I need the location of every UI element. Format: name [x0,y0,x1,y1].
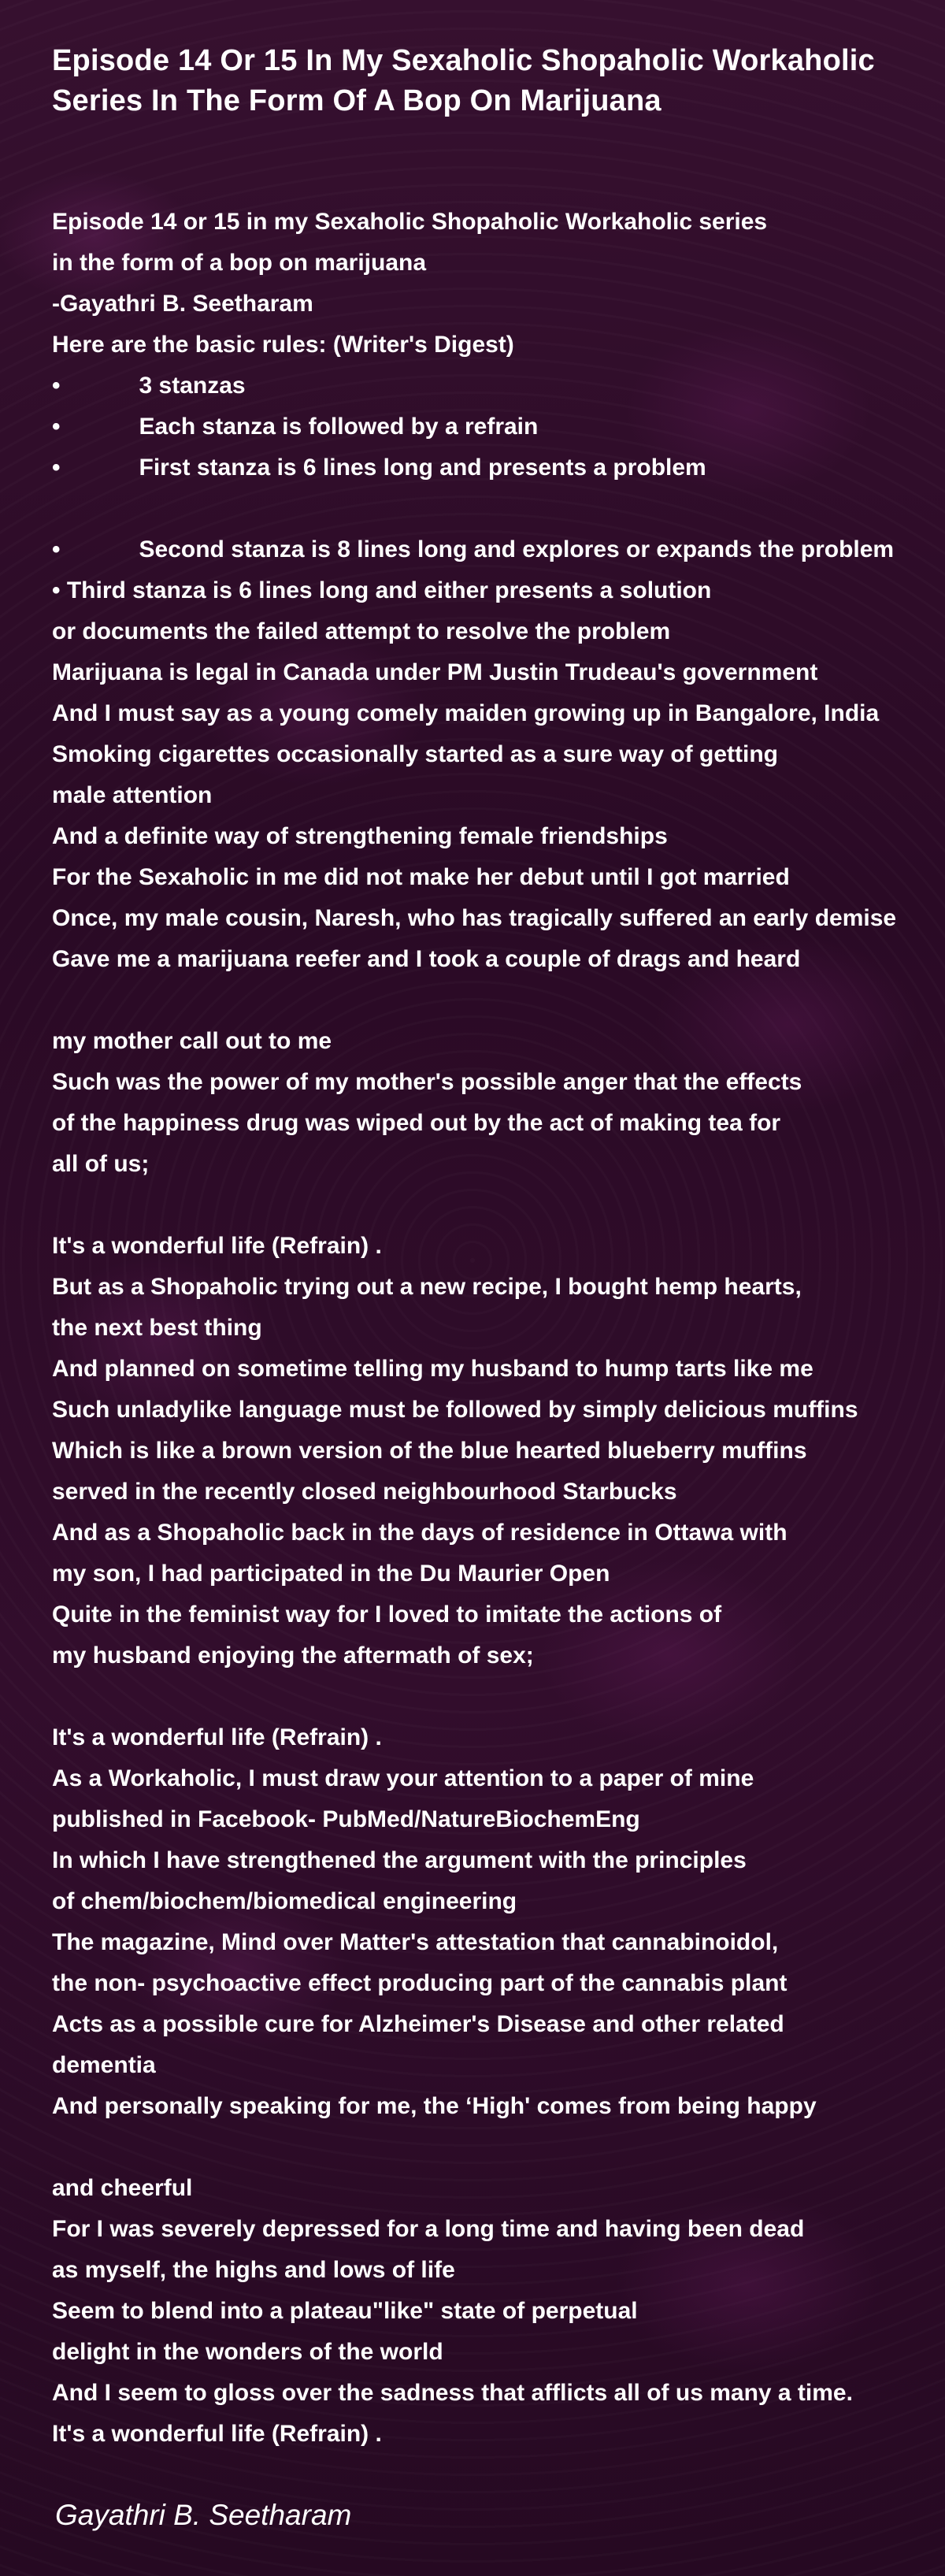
poem-line: served in the recently closed neighbourhood Starbucks [52,1479,677,1505]
poem-line: male attention [52,782,213,808]
poem-line: In which I have strengthened the argument with the principles [52,1847,747,1873]
poem-line: of chem/biochem/biomedical engineering [52,1888,517,1914]
poem-line: dementia [52,2052,156,2078]
poem-line: The magazine, Mind over Matter's attestation that cannabinoidol, [52,1929,779,1955]
stanza-break [52,2127,945,2168]
poem-line: • First stanza is 6 lines long and presents a problem [52,455,706,481]
poem-line: published in Facebook- PubMed/NatureBiochemEng [52,1806,640,1832]
poem-line: Marijuana is legal in Canada under PM Justin Trudeau's government [52,659,818,685]
poem-line: For I was severely depressed for a long time and having been dead [52,2216,805,2242]
poem-line: • 3 stanzas [52,373,246,399]
poem-line: my mother call out to me [52,1028,332,1054]
poem-line: -Gayathri B. Seetharam [52,291,313,317]
poem-line: And I seem to gloss over the sadness that afflicts all of us many a time. [52,2380,853,2406]
poem-line: And I must say as a young comely maiden growing up in Bangalore, India [52,700,880,726]
poem-line: in the form of a bop on marijuana [52,250,427,276]
author-signature: Gayathri B. Seetharam [55,2499,352,2531]
poem-line: Episode 14 or 15 in my Sexaholic Shopaholic Workaholic series [52,209,768,235]
poem-line: Acts as a possible cure for Alzheimer's Disease and other related [52,2011,784,2037]
poem-line: Quite in the feminist way for I loved to imitate the actions of [52,1602,722,1628]
poem-title: Episode 14 Or 15 In My Sexaholic Shopaholic Workaholic Series In The Form Of A Bop On Marijuana [52,44,875,117]
poem-line: as myself, the highs and lows of life [52,2257,455,2283]
poem-line: And planned on sometime telling my husband to hump tarts like me [52,1356,813,1382]
poem-line: and cheerful [52,2175,193,2201]
poem-line: But as a Shopaholic trying out a new recipe, I bought hemp hearts, [52,1274,802,1300]
poem-line: the non- psychoactive effect producing part of the cannabis plant [52,1970,788,1996]
poem-line: Such unladylike language must be followed by simply delicious muffins [52,1397,858,1423]
poem-line: all of us; [52,1151,150,1177]
poem-line: my son, I had participated in the Du Maurier Open [52,1561,610,1587]
stanza-break [52,1185,945,1226]
poem-line: Seem to blend into a plateau"like" state of perpetual [52,2298,638,2324]
poem-line: the next best thing [52,1315,262,1341]
poem-line: • Each stanza is followed by a refrain [52,414,539,440]
poem-line: Which is like a brown version of the blue hearted blueberry muffins [52,1438,807,1464]
poem-line: Once, my male cousin, Naresh, who has tragically suffered an early demise [52,905,897,931]
poem-line: • Second stanza is 8 lines long and explores or expands the problem [52,536,895,562]
poem-line: And as a Shopaholic back in the days of residence in Ottawa with [52,1520,788,1546]
poem-line: my husband enjoying the aftermath of sex; [52,1642,534,1668]
poem-line: And a definite way of strengthening female friendships [52,823,668,849]
poem-line: • Third stanza is 6 lines long and either presents a solution [52,577,712,603]
poem-line: As a Workaholic, I must draw your attention to a paper of mine [52,1765,754,1791]
poem-line: For the Sexaholic in me did not make her debut until I got married [52,864,790,890]
poem-line: delight in the wonders of the world [52,2339,443,2365]
stanza-break [52,488,945,529]
poem-line: Gave me a marijuana reefer and I took a couple of drags and heard [52,946,801,972]
poem-line: It's a wonderful life (Refrain) . [52,1233,382,1259]
poem-line: Smoking cigarettes occasionally started as a sure way of getting [52,741,778,767]
stanza-break [52,980,945,1021]
poem-line: It's a wonderful life (Refrain) . [52,2421,382,2447]
poem-line: Here are the basic rules: (Writer's Digest) [52,332,514,358]
poem-line: or documents the failed attempt to resolve the problem [52,618,671,644]
poem-line: And personally speaking for me, the ‘High' comes from being happy [52,2093,817,2119]
poem-body [52,202,945,2455]
poem-line: It's a wonderful life (Refrain) . [52,1724,382,1750]
stanza-break [52,1676,945,1717]
poem-line: of the happiness drug was wiped out by the act of making tea for [52,1110,781,1136]
poem-line: Such was the power of my mother's possible anger that the effects [52,1069,802,1095]
